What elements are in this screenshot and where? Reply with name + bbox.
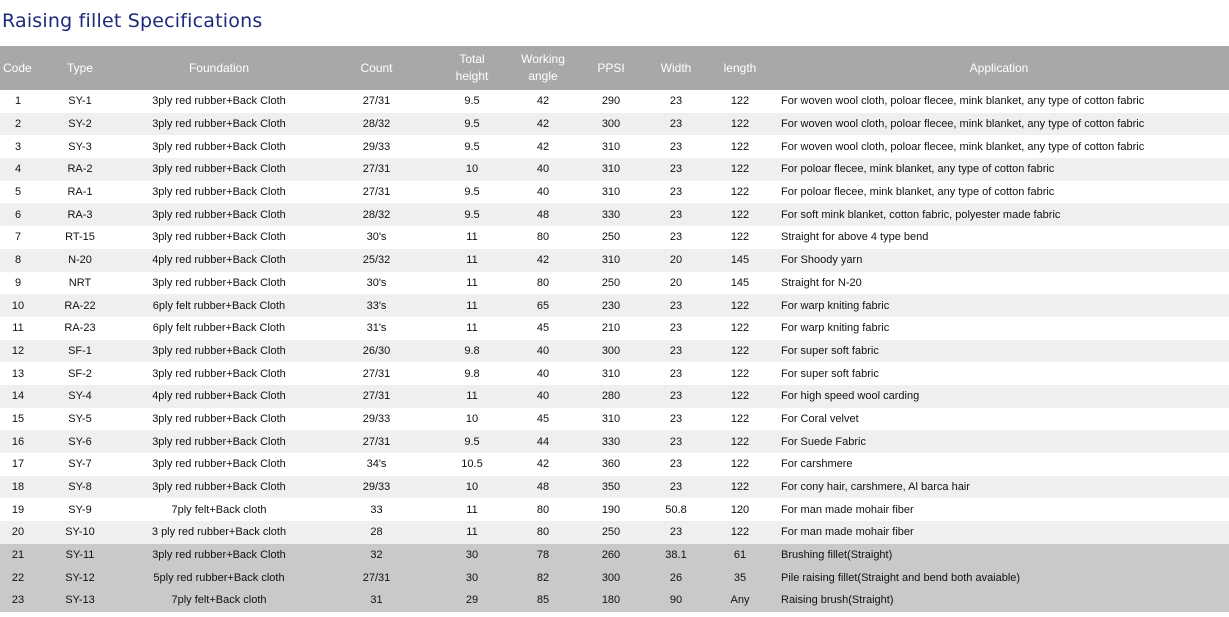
cell-application: For warp kniting fabric xyxy=(781,322,890,335)
cell-total-height: 10 xyxy=(465,481,479,494)
cell-count: 29/33 xyxy=(362,412,391,425)
table-row xyxy=(0,453,1229,476)
cell-total-height: 9.5 xyxy=(464,140,480,153)
cell-count: 29/33 xyxy=(362,481,391,494)
cell-length: 122 xyxy=(730,390,750,403)
cell-type: RA-2 xyxy=(67,163,93,176)
table-row xyxy=(0,566,1229,589)
cell-type: SF-2 xyxy=(68,367,92,380)
cell-code: 6 xyxy=(14,208,22,221)
cell-count: 28/32 xyxy=(362,208,391,221)
cell-length: 122 xyxy=(730,435,750,448)
cell-ppsi: 280 xyxy=(601,390,621,403)
cell-width: 38.1 xyxy=(665,549,687,562)
cell-code: 18 xyxy=(11,481,25,494)
cell-working-angle: 80 xyxy=(536,231,550,244)
cell-application: For Suede Fabric xyxy=(781,435,866,448)
cell-application: For cony hair, carshmere, Al barca hair xyxy=(781,481,970,494)
cell-working-angle: 48 xyxy=(536,481,550,494)
cell-working-angle: 40 xyxy=(536,186,550,199)
cell-count: 27/31 xyxy=(362,435,391,448)
cell-type: RA-1 xyxy=(67,186,93,199)
cell-width: 26 xyxy=(669,571,683,584)
cell-width: 23 xyxy=(669,344,683,357)
cell-ppsi: 250 xyxy=(601,231,621,244)
cell-total-height: 11 xyxy=(466,299,478,312)
cell-code: 16 xyxy=(11,435,25,448)
table-row xyxy=(0,589,1229,612)
cell-foundation: 3ply red rubber+Back Cloth xyxy=(152,95,286,108)
cell-foundation: 3ply red rubber+Back Cloth xyxy=(152,163,286,176)
cell-count: 25/32 xyxy=(362,254,391,267)
cell-foundation: 3ply red rubber+Back Cloth xyxy=(152,481,286,494)
cell-ppsi: 350 xyxy=(601,481,621,494)
cell-length: 61 xyxy=(733,549,747,562)
cell-ppsi: 310 xyxy=(601,140,621,153)
cell-ppsi: 310 xyxy=(601,186,621,199)
cell-foundation: 6ply felt rubber+Back Cloth xyxy=(152,322,286,335)
cell-count: 31 xyxy=(370,594,383,607)
cell-length: 122 xyxy=(730,344,750,357)
table-row xyxy=(0,476,1229,499)
cell-ppsi: 290 xyxy=(601,95,621,108)
cell-code: 7 xyxy=(14,231,22,244)
cell-working-angle: 44 xyxy=(536,435,550,448)
cell-application: For soft mink blanket, cotton fabric, polyester made fabric xyxy=(781,208,1061,221)
cell-foundation: 3ply red rubber+Back Cloth xyxy=(152,367,286,380)
cell-application: For woven wool cloth, poloar flecee, mink blanket, any type of cotton fabric xyxy=(781,95,1145,108)
cell-foundation: 7ply felt+Back cloth xyxy=(171,594,267,607)
cell-length: Any xyxy=(730,594,750,607)
cell-width: 20 xyxy=(669,276,683,289)
cell-ppsi: 180 xyxy=(601,594,621,607)
cell-application: For carshmere xyxy=(781,458,853,471)
cell-ppsi: 310 xyxy=(601,367,621,380)
cell-foundation: 6ply felt rubber+Back Cloth xyxy=(152,299,286,312)
cell-working-angle: 65 xyxy=(536,299,550,312)
cell-application: For super soft fabric xyxy=(781,344,879,357)
cell-length: 122 xyxy=(730,322,750,335)
cell-length: 122 xyxy=(730,526,750,539)
cell-working-angle: 40 xyxy=(536,163,550,176)
cell-foundation: 3 ply red rubber+Back cloth xyxy=(151,526,287,539)
table-row xyxy=(0,158,1229,181)
cell-type: RT-15 xyxy=(65,231,95,244)
cell-type: RA-23 xyxy=(64,322,96,335)
cell-width: 23 xyxy=(669,231,683,244)
column-header-foundation: Foundation xyxy=(188,60,250,75)
cell-count: 27/31 xyxy=(362,186,391,199)
cell-total-height: 9.8 xyxy=(464,367,480,380)
cell-length: 122 xyxy=(730,95,750,108)
cell-foundation: 3ply red rubber+Back Cloth xyxy=(152,435,286,448)
cell-type: SY-5 xyxy=(68,412,92,425)
cell-width: 23 xyxy=(669,299,683,312)
cell-foundation: 3ply red rubber+Back Cloth xyxy=(152,118,286,131)
cell-width: 23 xyxy=(669,322,683,335)
column-header-type: Type xyxy=(66,60,93,75)
cell-application: For poloar flecee, mink blanket, any type of cotton fabric xyxy=(781,186,1055,199)
cell-working-angle: 80 xyxy=(536,276,550,289)
cell-count: 28/32 xyxy=(362,118,391,131)
cell-working-angle: 42 xyxy=(536,458,550,471)
cell-type: NRT xyxy=(68,276,92,289)
cell-code: 11 xyxy=(12,322,24,335)
cell-ppsi: 360 xyxy=(601,458,621,471)
cell-type: SY-4 xyxy=(68,390,92,403)
cell-foundation: 3ply red rubber+Back Cloth xyxy=(152,186,286,199)
cell-ppsi: 210 xyxy=(601,322,621,335)
cell-code: 20 xyxy=(11,526,25,539)
cell-width: 23 xyxy=(669,95,683,108)
cell-type: RA-3 xyxy=(67,208,93,221)
cell-application: For Shoody yarn xyxy=(781,254,863,267)
cell-ppsi: 250 xyxy=(601,526,621,539)
cell-total-height: 29 xyxy=(465,594,479,607)
cell-application: For Coral velvet xyxy=(781,412,859,425)
cell-count: 27/31 xyxy=(362,95,391,108)
table-row xyxy=(0,294,1229,317)
cell-code: 21 xyxy=(11,549,25,562)
cell-length: 122 xyxy=(730,118,750,131)
cell-foundation: 3ply red rubber+Back Cloth xyxy=(152,549,286,562)
cell-width: 23 xyxy=(669,481,683,494)
table-row xyxy=(0,544,1229,567)
cell-total-height: 10 xyxy=(465,412,479,425)
cell-type: SF-1 xyxy=(68,344,92,357)
column-header-count: Count xyxy=(360,60,393,75)
cell-foundation: 5ply red rubber+Back cloth xyxy=(153,571,285,584)
cell-type: SY-11 xyxy=(65,549,95,562)
cell-total-height: 11 xyxy=(466,231,478,244)
cell-width: 23 xyxy=(669,435,683,448)
table-row xyxy=(0,362,1229,385)
cell-total-height: 11 xyxy=(466,276,478,289)
table-row xyxy=(0,203,1229,226)
cell-width: 50.8 xyxy=(665,503,687,516)
cell-type: SY-12 xyxy=(65,571,95,584)
cell-width: 23 xyxy=(669,118,683,131)
cell-count: 27/31 xyxy=(362,390,391,403)
cell-ppsi: 310 xyxy=(601,412,621,425)
cell-type: SY-7 xyxy=(68,458,92,471)
cell-width: 23 xyxy=(669,390,683,403)
cell-application: Raising brush(Straight) xyxy=(781,594,894,607)
cell-count: 27/31 xyxy=(362,571,391,584)
cell-ppsi: 230 xyxy=(601,299,621,312)
cell-count: 26/30 xyxy=(362,344,391,357)
cell-code: 10 xyxy=(11,299,25,312)
cell-count: 27/31 xyxy=(362,367,391,380)
cell-count: 30's xyxy=(366,276,387,289)
cell-working-angle: 80 xyxy=(536,503,550,516)
cell-type: SY-9 xyxy=(68,503,92,516)
cell-length: 145 xyxy=(730,276,750,289)
cell-working-angle: 85 xyxy=(536,594,550,607)
cell-total-height: 30 xyxy=(465,549,479,562)
page-title: Raising fillet Specifications xyxy=(2,10,263,32)
table-row xyxy=(0,498,1229,521)
cell-count: 29/33 xyxy=(362,140,391,153)
cell-working-angle: 42 xyxy=(536,140,550,153)
column-header-code: Code xyxy=(3,60,32,75)
cell-total-height: 9.5 xyxy=(464,208,480,221)
cell-application: Brushing fillet(Straight) xyxy=(781,549,893,562)
cell-width: 23 xyxy=(669,458,683,471)
cell-application: For poloar flecee, mink blanket, any type of cotton fabric xyxy=(781,163,1055,176)
cell-foundation: 3ply red rubber+Back Cloth xyxy=(152,231,286,244)
cell-application: For man made mohair fiber xyxy=(781,526,914,539)
cell-application: For super soft fabric xyxy=(781,367,879,380)
cell-foundation: 7ply felt+Back cloth xyxy=(171,503,267,516)
cell-total-height: 9.5 xyxy=(464,118,480,131)
cell-foundation: 3ply red rubber+Back Cloth xyxy=(152,412,286,425)
cell-code: 5 xyxy=(14,186,22,199)
cell-foundation: 3ply red rubber+Back Cloth xyxy=(152,276,286,289)
table-header-row xyxy=(0,46,1229,90)
table-row xyxy=(0,135,1229,158)
cell-ppsi: 300 xyxy=(601,571,621,584)
cell-count: 33 xyxy=(370,503,383,516)
cell-ppsi: 310 xyxy=(601,254,621,267)
cell-code: 23 xyxy=(11,594,25,607)
cell-total-height: 9.5 xyxy=(464,435,480,448)
cell-working-angle: 42 xyxy=(536,254,550,267)
cell-ppsi: 190 xyxy=(601,503,621,516)
cell-total-height: 9.5 xyxy=(464,95,480,108)
cell-type: RA-22 xyxy=(64,299,96,312)
cell-count: 33's xyxy=(366,299,387,312)
cell-length: 122 xyxy=(730,186,750,199)
table-row xyxy=(0,113,1229,136)
column-header-application: Application xyxy=(969,60,1029,75)
cell-count: 31's xyxy=(366,322,387,335)
cell-working-angle: 42 xyxy=(536,95,550,108)
cell-type: SY-1 xyxy=(68,95,92,108)
table-row xyxy=(0,249,1229,272)
cell-total-height: 10 xyxy=(465,163,479,176)
table-row xyxy=(0,90,1229,113)
cell-ppsi: 310 xyxy=(601,163,621,176)
cell-length: 35 xyxy=(733,571,747,584)
cell-working-angle: 42 xyxy=(536,118,550,131)
cell-length: 120 xyxy=(730,503,750,516)
table-row xyxy=(0,430,1229,453)
table-row xyxy=(0,385,1229,408)
table-row xyxy=(0,521,1229,544)
cell-code: 14 xyxy=(11,390,25,403)
cell-working-angle: 40 xyxy=(536,367,550,380)
cell-total-height: 9.5 xyxy=(464,186,480,199)
cell-code: 15 xyxy=(11,412,25,425)
column-header-width: Width xyxy=(660,60,692,75)
cell-length: 122 xyxy=(730,163,750,176)
cell-foundation: 4ply red rubber+Back Cloth xyxy=(152,254,286,267)
cell-type: SY-13 xyxy=(65,594,95,607)
cell-width: 20 xyxy=(669,254,683,267)
cell-total-height: 11 xyxy=(466,322,478,335)
cell-application: Pile raising fillet(Straight and bend both avaiable) xyxy=(781,571,1021,584)
cell-code: 19 xyxy=(11,503,25,516)
cell-application: For woven wool cloth, poloar flecee, mink blanket, any type of cotton fabric xyxy=(781,140,1145,153)
cell-width: 23 xyxy=(669,367,683,380)
cell-length: 122 xyxy=(730,481,750,494)
cell-length: 122 xyxy=(730,231,750,244)
specifications-table xyxy=(0,46,1229,612)
cell-total-height: 11 xyxy=(466,503,478,516)
cell-type: SY-2 xyxy=(68,118,92,131)
cell-length: 122 xyxy=(730,458,750,471)
cell-total-height: 11 xyxy=(466,526,478,539)
column-header-working-angle: Working angle xyxy=(521,52,565,83)
cell-type: N-20 xyxy=(68,254,92,267)
cell-total-height: 9.8 xyxy=(464,344,480,357)
column-header-total-height: Total height xyxy=(455,52,489,83)
cell-application: For high speed wool carding xyxy=(781,390,920,403)
cell-working-angle: 78 xyxy=(536,549,550,562)
cell-working-angle: 40 xyxy=(536,344,550,357)
cell-working-angle: 82 xyxy=(536,571,550,584)
cell-working-angle: 80 xyxy=(536,526,550,539)
cell-foundation: 3ply red rubber+Back Cloth xyxy=(152,140,286,153)
column-header-length: length xyxy=(723,60,757,75)
cell-ppsi: 330 xyxy=(601,208,621,221)
cell-count: 30's xyxy=(366,231,387,244)
cell-count: 34's xyxy=(366,458,387,471)
cell-ppsi: 300 xyxy=(601,344,621,357)
cell-code: 2 xyxy=(14,118,22,131)
cell-total-height: 30 xyxy=(465,571,479,584)
cell-foundation: 3ply red rubber+Back Cloth xyxy=(152,208,286,221)
cell-working-angle: 48 xyxy=(536,208,550,221)
cell-code: 9 xyxy=(14,276,22,289)
cell-ppsi: 260 xyxy=(601,549,621,562)
table-body xyxy=(0,90,1229,612)
cell-ppsi: 330 xyxy=(601,435,621,448)
table-row xyxy=(0,317,1229,340)
cell-foundation: 3ply red rubber+Back Cloth xyxy=(152,344,286,357)
cell-code: 1 xyxy=(14,95,22,108)
cell-type: SY-6 xyxy=(68,435,92,448)
cell-total-height: 11 xyxy=(466,254,478,267)
cell-foundation: 4ply red rubber+Back Cloth xyxy=(152,390,286,403)
cell-working-angle: 45 xyxy=(536,322,550,335)
cell-length: 122 xyxy=(730,412,750,425)
cell-width: 23 xyxy=(669,140,683,153)
cell-code: 3 xyxy=(14,140,22,153)
column-header-ppsi: PPSI xyxy=(597,60,625,75)
cell-count: 27/31 xyxy=(362,163,391,176)
cell-code: 4 xyxy=(14,163,22,176)
table-row xyxy=(0,408,1229,431)
cell-code: 12 xyxy=(11,344,25,357)
cell-length: 122 xyxy=(730,367,750,380)
cell-total-height: 10.5 xyxy=(461,458,483,471)
cell-application: For man made mohair fiber xyxy=(781,503,914,516)
cell-width: 23 xyxy=(669,163,683,176)
cell-total-height: 11 xyxy=(466,390,478,403)
cell-width: 23 xyxy=(669,412,683,425)
cell-width: 23 xyxy=(669,208,683,221)
cell-code: 22 xyxy=(11,571,25,584)
cell-type: SY-10 xyxy=(65,526,95,539)
table-row xyxy=(0,226,1229,249)
table-row xyxy=(0,181,1229,204)
cell-application: Straight for N-20 xyxy=(781,276,862,289)
cell-width: 23 xyxy=(669,526,683,539)
cell-application: For woven wool cloth, poloar flecee, mink blanket, any type of cotton fabric xyxy=(781,118,1145,131)
cell-type: SY-3 xyxy=(68,140,92,153)
cell-count: 28 xyxy=(370,526,383,539)
cell-width: 90 xyxy=(669,594,683,607)
cell-count: 32 xyxy=(370,549,383,562)
cell-length: 122 xyxy=(730,299,750,312)
cell-type: SY-8 xyxy=(68,481,92,494)
cell-code: 8 xyxy=(14,254,22,267)
cell-ppsi: 300 xyxy=(601,118,621,131)
cell-application: Straight for above 4 type bend xyxy=(781,231,929,244)
table-row xyxy=(0,272,1229,295)
cell-width: 23 xyxy=(669,186,683,199)
cell-code: 13 xyxy=(11,367,25,380)
cell-foundation: 3ply red rubber+Back Cloth xyxy=(152,458,286,471)
cell-length: 122 xyxy=(730,208,750,221)
cell-code: 17 xyxy=(11,458,25,471)
cell-length: 122 xyxy=(730,140,750,153)
cell-application: For warp kniting fabric xyxy=(781,299,890,312)
cell-working-angle: 40 xyxy=(536,390,550,403)
table-row xyxy=(0,340,1229,363)
cell-ppsi: 250 xyxy=(601,276,621,289)
cell-length: 145 xyxy=(730,254,750,267)
cell-working-angle: 45 xyxy=(536,412,550,425)
